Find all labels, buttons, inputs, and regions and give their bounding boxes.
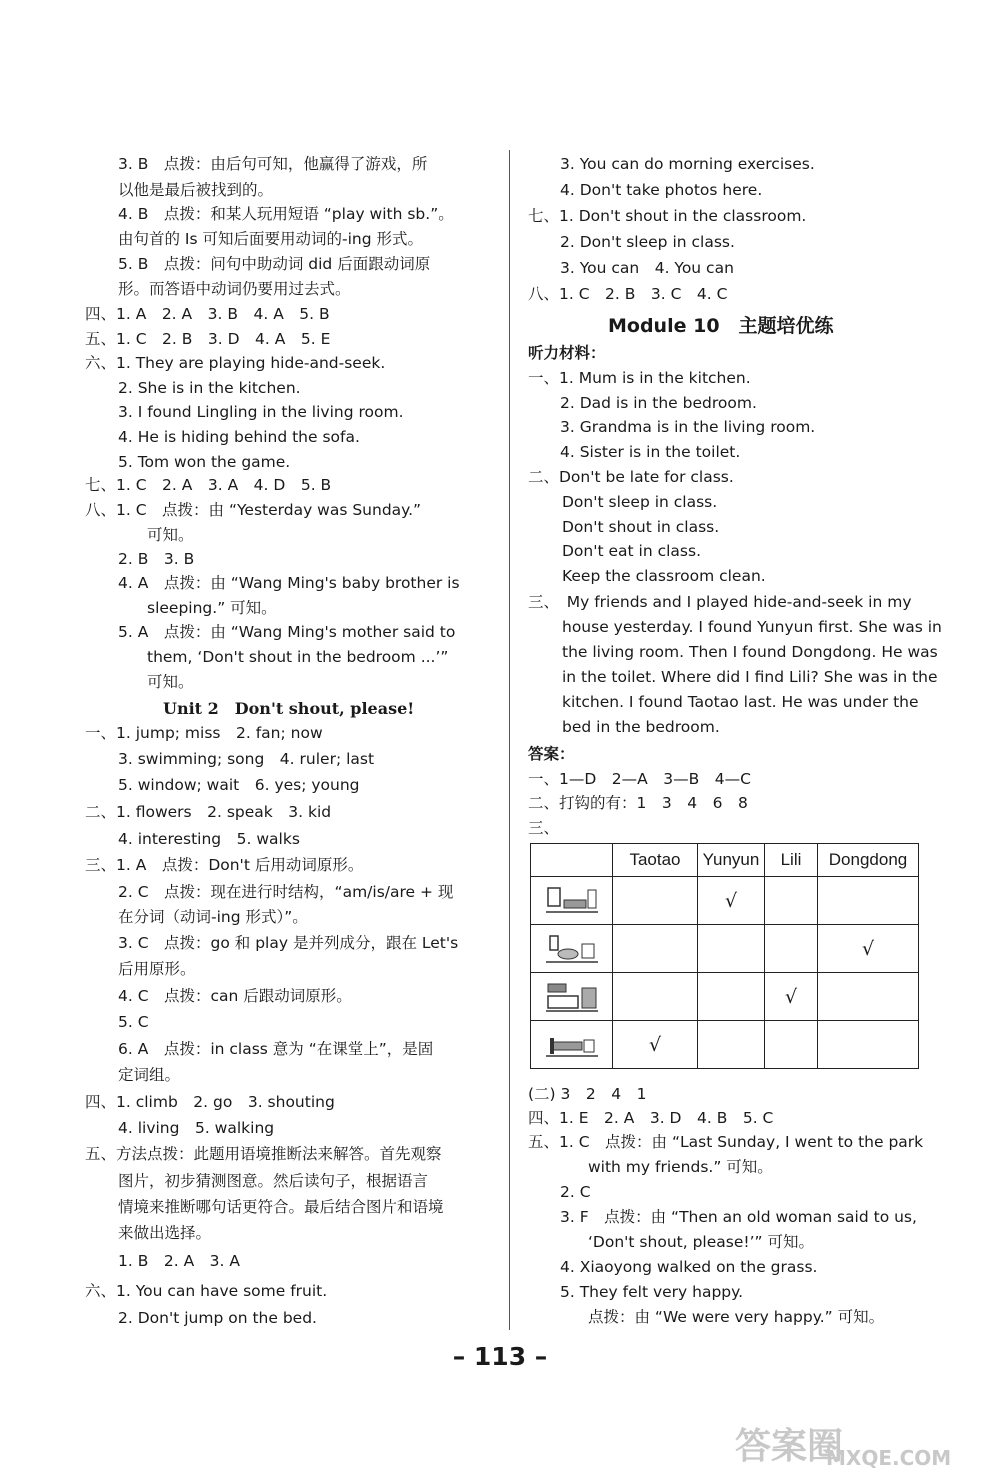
answer-line: Don't shout in class. (562, 518, 720, 536)
answer-line: sleeping.” 可知。 (147, 599, 277, 617)
answer-line: 3. I found Lingling in the living room. (118, 403, 404, 421)
answer-line: 可知。 (147, 673, 194, 691)
answer-line: 二、打钩的有：1 3 4 6 8 (528, 794, 748, 812)
answer-line: 6. A 点拨：in class 意为 “在课堂上”，是固 (118, 1040, 434, 1058)
module-title: Module 10 主题培优练 (608, 315, 834, 337)
toilet-icon (544, 932, 600, 966)
answer-line: 2. She is in the kitchen. (118, 379, 301, 397)
answer-line: 3. You can do morning exercises. (560, 155, 815, 173)
column-divider (509, 150, 510, 1330)
table-cell (613, 925, 698, 973)
watermark-logo: 答案圈 (735, 1426, 844, 1467)
table-cell: √ (698, 877, 765, 925)
bedroom-picture-cell (531, 1021, 613, 1069)
answer-line: 2. C 点拨：现在进行时结构，“am/is/are + 现 (118, 883, 454, 901)
answer-line: 1. B 2. A 3. A (118, 1252, 240, 1270)
answer-line: 一、1. Mum is in the kitchen. (528, 369, 751, 387)
table-row (531, 1021, 919, 1069)
answer-line: 4. Sister is in the toilet. (560, 443, 741, 461)
toilet-picture-cell (531, 925, 613, 973)
table-cell (765, 877, 818, 925)
table-header-row (531, 844, 919, 877)
answer-line: 5. window; wait 6. yes; young (118, 776, 360, 794)
answer-line: Don't eat in class. (562, 542, 702, 560)
section-label: 听力材料： (528, 344, 606, 362)
answer-line: 5. Tom won the game. (118, 453, 291, 471)
answer-line: (二) 3 2 4 1 (528, 1085, 647, 1103)
answer-line: house yesterday. I found Yunyun first. She was in (562, 618, 942, 636)
answer-line: 2. Don't sleep in class. (560, 233, 735, 251)
answer-line: ‘Don't shout, please!’” 可知。 (588, 1233, 814, 1251)
page-number: – 113 – (452, 1342, 548, 1371)
bed-icon (544, 1028, 600, 1062)
table-cell: √ (613, 1021, 698, 1069)
answer-line: 以他是最后被找到的。 (118, 181, 274, 199)
living-room-icon (544, 884, 600, 918)
answer-line: 2. Dad is in the bedroom. (560, 394, 757, 412)
answer-line: 二、Don't be late for class. (528, 468, 734, 486)
answer-line: 四、1. climb 2. go 3. shouting (85, 1093, 335, 1111)
answer-line: 二、1. flowers 2. speak 3. kid (85, 803, 332, 821)
answer-line: 五、1. C 点拨：由 “Last Sunday, I went to the park (528, 1133, 924, 1151)
answer-line: 2. B 3. B (118, 550, 195, 568)
table-header-cell: Lili (765, 844, 818, 877)
table-cell (613, 877, 698, 925)
answer-line: 定词组。 (118, 1066, 181, 1084)
answer-line: 2. C (560, 1183, 591, 1201)
answer-line: 图片，初步猜测图意。然后读句子，根据语言 (118, 1172, 429, 1190)
answer-line: 在分词（动词-ing 形式）”。 (118, 908, 308, 926)
table-cell (765, 925, 818, 973)
table-cell (698, 925, 765, 973)
table-row (531, 925, 919, 973)
answer-line: 3. C 点拨：go 和 play 是并列成分，跟在 Let's (118, 934, 459, 952)
table-cell (613, 973, 698, 1021)
answer-line: 5. C (118, 1013, 149, 1031)
answer-line: 五、方法点拨：此题用语境推断法来解答。首先观察 (85, 1145, 442, 1163)
answer-line: 5. They felt very happy. (560, 1283, 744, 1301)
answer-line: Don't sleep in class. (562, 493, 718, 511)
table-cell (765, 1021, 818, 1069)
answer-line: 4. living 5. walking (118, 1119, 275, 1137)
table-cell (818, 877, 919, 925)
table-row (531, 877, 919, 925)
answer-line: 四、1. E 2. A 3. D 4. B 5. C (528, 1109, 774, 1127)
table-header-cell (531, 844, 613, 877)
answer-line: 七、1. Don't shout in the classroom. (528, 207, 807, 225)
kitchen-icon (544, 980, 600, 1014)
table-cell (818, 1021, 919, 1069)
table-cell: √ (765, 973, 818, 1021)
section-label: 答案： (528, 745, 575, 763)
answer-line: 2. Don't jump on the bed. (118, 1309, 317, 1327)
answer-line: 三、1. A 点拨：Don't 后用动词原形。 (85, 856, 364, 874)
watermark-url: MXQE.COM (826, 1446, 952, 1470)
kitchen-picture-cell (531, 973, 613, 1021)
answer-line: them, ‘Don't shout in the bedroom ...’” (147, 648, 449, 666)
answer-line: 三、 (528, 819, 560, 837)
answer-line: 由句首的 Is 可知后面要用动词的-ing 形式。 (118, 230, 423, 248)
answer-line: 点拨：由 “We were very happy.” 可知。 (588, 1308, 885, 1326)
answer-line: 四、1. A 2. A 3. B 4. A 5. B (85, 305, 330, 323)
answer-line: 后用原形。 (118, 960, 196, 978)
answer-line: 可知。 (147, 526, 194, 544)
living-room-picture-cell (531, 877, 613, 925)
table-cell (698, 1021, 765, 1069)
table-row (531, 973, 919, 1021)
answer-line: 三、 My friends and I played hide-and-seek in my (528, 593, 912, 611)
answer-line: 3. B 点拨：由后句可知，他赢得了游戏，所 (118, 155, 428, 173)
answer-line: bed in the bedroom. (562, 718, 720, 736)
answer-line: 形。而答语中动词仍要用过去式。 (118, 280, 351, 298)
answer-line: 3. Grandma is in the living room. (560, 418, 816, 436)
answer-line: the living room. Then I found Dongdong. He was (562, 643, 938, 661)
answer-line: 来做出选择。 (118, 1224, 212, 1242)
unit-title: Unit 2 Don't shout, please! (163, 699, 415, 718)
table-cell: √ (818, 925, 919, 973)
answer-line: 4. He is hiding behind the sofa. (118, 428, 360, 446)
answer-line: 一、1—D 2—A 3—B 4—C (528, 770, 751, 788)
table-header-cell: Dongdong (818, 844, 919, 877)
table-header-cell: Yunyun (698, 844, 765, 877)
answer-line: Keep the classroom clean. (562, 567, 766, 585)
answer-line: 八、1. C 2. B 3. C 4. C (528, 285, 728, 303)
answer-line: 4. Don't take photos here. (560, 181, 763, 199)
answer-line: 情境来推断哪句话更符合。最后结合图片和语境 (118, 1198, 444, 1216)
answer-line: 4. interesting 5. walks (118, 830, 300, 848)
answer-table (530, 843, 919, 1069)
answer-line: 五、1. C 2. B 3. D 4. A 5. E (85, 330, 331, 348)
table-cell (698, 973, 765, 1021)
answer-line: 5. A 点拨：由 “Wang Ming's mother said to (118, 623, 456, 641)
answer-line: 3. F 点拨：由 “Then an old woman said to us, (560, 1208, 917, 1226)
answer-line: 六、1. You can have some fruit. (85, 1282, 328, 1300)
answer-line: 4. Xiaoyong walked on the grass. (560, 1258, 818, 1276)
answer-line: 4. B 点拨：和某人玩用短语 “play with sb.”。 (118, 205, 454, 223)
answer-line: 5. B 点拨：问句中助动词 did 后面跟动词原 (118, 255, 431, 273)
answer-line: with my friends.” 可知。 (588, 1158, 773, 1176)
answer-line: 七、1. C 2. A 3. A 4. D 5. B (85, 476, 332, 494)
answer-line: 六、1. They are playing hide-and-seek. (85, 354, 386, 372)
answer-line: 一、1. jump; miss 2. fan; now (85, 724, 323, 742)
answer-line: 4. C 点拨：can 后跟动词原形。 (118, 987, 352, 1005)
answer-line: kitchen. I found Taotao last. He was under the (562, 693, 919, 711)
answer-line: in the toilet. Where did I find Lili? She was in the (562, 668, 938, 686)
table-cell (818, 973, 919, 1021)
table-header-cell: Taotao (613, 844, 698, 877)
answer-line: 4. A 点拨：由 “Wang Ming's baby brother is (118, 574, 460, 592)
answer-line: 3. You can 4. You can (560, 259, 734, 277)
answer-line: 3. swimming; song 4. ruler; last (118, 750, 375, 768)
answer-line: 八、1. C 点拨：由 “Yesterday was Sunday.” (85, 501, 422, 519)
